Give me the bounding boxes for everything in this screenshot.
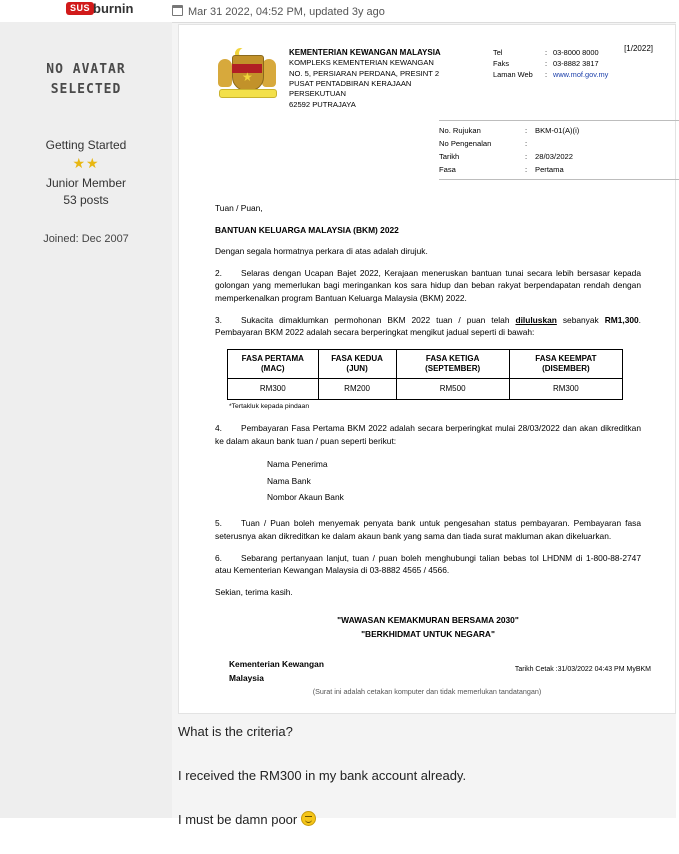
reference-block [439,120,679,180]
paragraph-6 [215,552,641,577]
bank-details-list [267,456,641,505]
avatar-line-2: SELECTED [50,82,122,97]
intro-paragraph: Dengan segala hormatnya perkara di atas adalah dirujuk. [215,246,428,257]
paragraph-4-text: Pembayaran Fasa Pertama BKM 2022 adalah secara berperingkat mulai 28/03/2022 dan akan dikreditkan ke dalam akaun bank tuan / puan seperti berikut: [215,423,641,446]
divider [439,179,679,180]
paragraph-4-number: 4. [215,423,222,434]
paragraph-3 [215,314,641,339]
post-timestamp-text: Mar 31 2022, 04:52 PM, updated 3y ago [188,6,385,18]
table-row [228,378,623,399]
paragraph-3-number: 3. [215,314,222,325]
address-line-2: KOMPLEKS KEMENTERIAN KEWANGAN [289,58,434,68]
reference-value: Pertama [535,165,564,175]
table-cell-amount: RM500 [396,378,509,399]
attached-document-image[interactable] [178,24,676,714]
approval-keyword: diluluskan [515,314,557,325]
post-author-name[interactable]: burnin [93,1,134,16]
computer-generated-note: (Surat ini adalah cetakan komputer dan tidak memerlukan tandatangan) [312,686,542,696]
paragraph-5-number: 5. [215,518,222,529]
reference-row: Tarikh : 28/03/2022 [439,151,679,164]
address-line-3: NO. 5, PERSIARAN PERDANA, PRESINT 2 [289,68,440,78]
malaysia-coat-of-arms-icon: ★ [215,47,279,101]
post-timestamp [172,4,385,18]
rank-title: Getting Started [45,138,127,152]
contact-value: 03-8000 8000 [553,48,599,57]
reference-row: No Pengenalan : [439,138,679,151]
paragraph-4 [215,422,641,447]
contact-row: Laman Web : www.mof.gov.my [493,69,653,80]
post-line-3 [178,809,668,830]
slogan-line-2: "BERKHIDMAT UNTUK NEGARA" [361,628,495,639]
contact-value: 03-8882 3817 [553,59,599,69]
post-line-3-text: I must be damn poor [178,812,298,827]
contact-label: Tel [493,48,503,57]
paragraph-5 [215,517,641,542]
paragraph-5-text: Tuan / Puan boleh menyemak penyata bank untuk pengesahan status pembayaran. Pembayaran fasa seterusnya akan dikreditkan ke dalam akaun bank yang sama dan tiada surat makluman akan dikeluarkan. [215,518,641,542]
official-letter [178,24,676,714]
rank-stars-icon: ★★ [72,155,100,171]
letter-subject: BANTUAN KELUARGA MALAYSIA (BKM) 2022 [215,224,399,235]
column-header: FASA PERTAMA (MAC) [228,349,319,378]
bank-field-label: Nama Bank [267,475,311,486]
contact-row: Faks : 03-8882 3817 [493,58,653,69]
document-page-number: [1/2022] [624,44,653,53]
ministry-name: KEMENTERIAN KEWANGAN MALAYSIA [289,48,441,57]
column-header: FASA KEEMPAT (DISEMBER) [509,349,622,378]
post-line-2: I received the RM300 in my bank account already. [178,767,467,783]
table-header-row [228,349,623,378]
paragraph-3-text-c: . Pembayaran BKM 2022 adalah secara berperingkat mengikut jadual seperti di bawah: [215,314,641,338]
calendar-icon [172,5,183,16]
address-line-4: PUSAT PENTADBIRAN KERAJAAN [289,78,412,88]
table-cell-amount: RM300 [228,378,319,399]
paragraph-2-number: 2. [215,267,222,278]
payment-phase-table [227,349,623,400]
letterhead [201,47,653,110]
closing-line: Sekian, terima kasih. [215,586,293,597]
address-line-5: PERSEKUTUAN [289,89,346,99]
slogan-block [215,613,641,642]
column-header: FASA KEDUA (JUN) [318,349,396,378]
bank-field-label: Nama Penerima [267,459,328,470]
approved-amount: RM1,300 [604,314,639,325]
paragraph-2 [215,267,641,305]
post-body-text [178,722,668,854]
reference-label: Tarikh [439,152,460,162]
post-header-bar [0,0,676,23]
paragraph-2-text: Selaras dengan Ucapan Bajet 2022, Kerajaan meneruskan bantuan tunai secara lebih bersasar kepada golongan yang memerlukan bagi meringankan kos sara hidup dan beban rakyat berpendapatan rendah dengan memperkenalkan program Bantuan Keluarga Malaysia (BKM) 2022. [215,267,641,304]
smiley-icon [301,811,316,826]
status-badge: SUS [66,2,94,15]
reference-row: No. Rujukan : BKM-01(A)(i) [439,125,679,138]
ministry-address [289,47,493,110]
member-level: Junior Member [45,176,127,190]
signature-line-1: Kementerian Kewangan [229,659,324,670]
reference-value: 28/03/2022 [535,152,574,162]
slogan-line-1: "WAWASAN KEMAKMURAN BERSAMA 2030" [337,614,519,625]
table-cell-amount: RM300 [509,378,622,399]
reference-label: No. Rujukan [439,126,481,136]
post-count: 53 posts [63,193,109,207]
post-line-1: What is the criteria? [178,724,293,739]
salutation: Tuan / Puan, [215,203,263,213]
bank-field-label: Nombor Akaun Bank [267,492,344,503]
contact-website[interactable]: www.mof.gov.my [553,70,609,80]
author-sidebar [0,22,172,818]
paragraph-6-number: 6. [215,552,222,563]
reference-label: Fasa [439,165,456,175]
signature-line-2: Malaysia [229,673,264,684]
contact-row: Tel : 03-8000 8000 [493,47,653,58]
reference-value: BKM-01(A)(i) [535,126,580,136]
reference-label: No Pengenalan [439,139,492,149]
address-line-6: 62592 PUTRAJAYA [289,99,356,109]
contact-label: Faks [493,59,510,69]
avatar-line-1: NO AVATAR [46,62,126,77]
contact-label: Laman Web [493,70,533,80]
table-cell-amount: RM200 [318,378,396,399]
print-timestamp: Tarikh Cetak :31/03/2022 04:43 PM MyBKM [514,665,651,673]
join-date: Joined: Dec 2007 [43,233,129,245]
paragraph-3-text-a: Sukacita dimaklumkan permohonan BKM 2022 tuan / puan telah [241,314,516,325]
reference-row: Fasa : Pertama [439,164,679,177]
letter-body [201,202,653,686]
column-header: FASA KETIGA (SEPTEMBER) [396,349,509,378]
avatar [0,60,172,100]
table-footnote: *Tertakluk kepada pindaan [229,402,310,410]
paragraph-3-text-b: sebanyak [556,314,605,325]
paragraph-6-text: Sebarang pertanyaan lanjut, tuan / puan boleh menghubungi talian bebas tol LHDNM di 1-800-88-2747 atau Kementerian Kewangan Malaysia di 03-8882 4565 / 4566. [215,552,641,576]
